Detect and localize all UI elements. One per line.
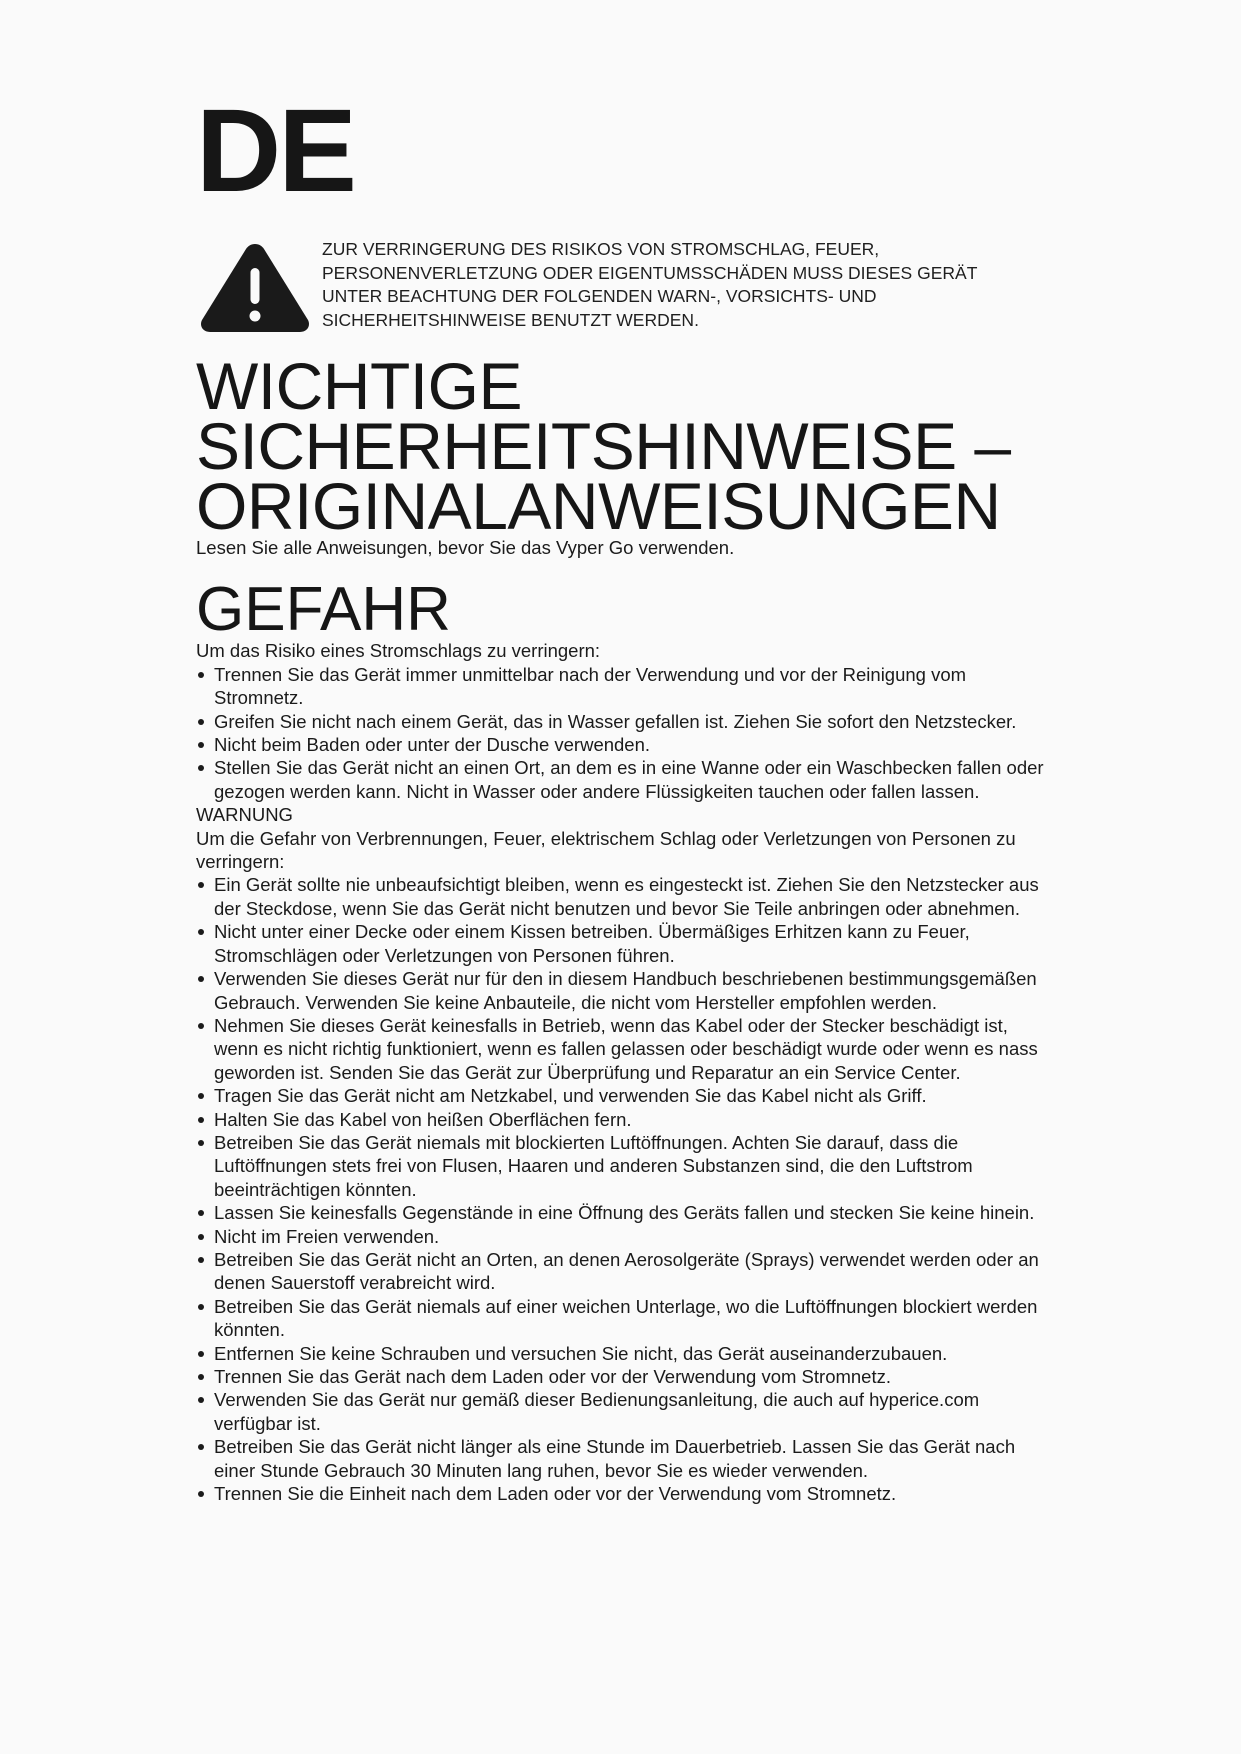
warning-triangle-icon bbox=[196, 238, 314, 334]
list-item: Lassen Sie keinesfalls Gegenstände in eine Öffnung des Geräts fallen und stecken Sie keine hinein. bbox=[196, 1201, 1056, 1224]
page-content bbox=[196, 85, 1056, 1505]
danger-heading: GEFAHR bbox=[196, 575, 451, 645]
list-item: Verwenden Sie das Gerät nur gemäß dieser Bedienungsanleitung, die auch auf hyperice.com verfügbar ist. bbox=[196, 1388, 1056, 1435]
list-item: Betreiben Sie das Gerät niemals auf einer weichen Unterlage, wo die Luftöffnungen blockiert werden könnten. bbox=[196, 1295, 1056, 1342]
main-title bbox=[196, 349, 1056, 543]
main-title-line: SICHERHEITSHINWEISE – bbox=[196, 409, 1011, 483]
list-item: Greifen Sie nicht nach einem Gerät, das in Wasser gefallen ist. Ziehen Sie sofort den Netzstecker. bbox=[196, 710, 1056, 733]
list-item: Trennen Sie das Gerät immer unmittelbar nach der Verwendung und vor der Reinigung vom Stromnetz. bbox=[196, 663, 1056, 710]
danger-list bbox=[196, 663, 1056, 803]
list-item: Entfernen Sie keine Schrauben und versuchen Sie nicht, das Gerät auseinanderzubauen. bbox=[196, 1342, 1056, 1365]
list-item: Ein Gerät sollte nie unbeaufsichtigt bleiben, wenn es eingesteckt ist. Ziehen Sie den Netzstecker aus der Steckdose, wenn Sie das Gerät nicht benutzen und bevor Sie Teile anbringen oder abnehmen. bbox=[196, 873, 1056, 920]
main-title-line: ORIGINALANWEISUNGEN bbox=[196, 469, 1001, 543]
list-item: Nicht unter einer Decke oder einem Kissen betreiben. Übermäßiges Erhitzen kann zu Feuer, Stromschlägen oder Verletzungen von Personen führen. bbox=[196, 920, 1056, 967]
warning-heading: WARNUNG bbox=[196, 804, 293, 826]
list-item: Verwenden Sie dieses Gerät nur für den in diesem Handbuch beschriebenen bestimmungsgemäßen Gebrauch. Verwenden Sie keine Anbauteile, die nicht vom Hersteller empfohlen werden. bbox=[196, 967, 1056, 1014]
warning-lead: Um die Gefahr von Verbrennungen, Feuer, elektrischem Schlag oder Verletzungen von Personen zu verringern: bbox=[196, 827, 1016, 873]
list-item: Stellen Sie das Gerät nicht an einen Ort, an dem es in eine Wanne oder ein Waschbecken fallen oder gezogen werden kann. Nicht in Wasser oder andere Flüssigkeiten tauchen oder fallen lassen. bbox=[196, 756, 1056, 803]
list-item: Betreiben Sie das Gerät nicht länger als eine Stunde im Dauerbetrieb. Lassen Sie das Gerät nach einer Stunde Gebrauch 30 Minuten lang ruhen, bevor Sie es wieder verwenden. bbox=[196, 1435, 1056, 1482]
main-title-line: WICHTIGE bbox=[196, 349, 522, 423]
list-item: Betreiben Sie das Gerät niemals mit blockierten Luftöffnungen. Achten Sie darauf, dass die Luftöffnungen stets frei von Flusen, Haaren und anderen Substanzen sind, die den Luftstrom beeinträchtigen könnten. bbox=[196, 1131, 1056, 1201]
list-item: Betreiben Sie das Gerät nicht an Orten, an denen Aerosolgeräte (Sprays) verwendet werden oder an denen Sauerstoff verabreicht wird. bbox=[196, 1248, 1056, 1295]
hazard-notice-text: ZUR VERRINGERUNG DES RISIKOS VON STROMSCHLAG, FEUER, PERSONENVERLETZUNG ODER EIGENTUMSSCHÄDEN MUSS DIESES GERÄT UNTER BEACHTUNG DER FOLGENDEN WARN-, VORSICHTS- UND SICHERHEITSHINWEISE BENUTZT WERDEN. bbox=[322, 239, 978, 330]
intro-text: Lesen Sie alle Anweisungen, bevor Sie das Vyper Go verwenden. bbox=[196, 537, 735, 558]
list-item: Nicht im Freien verwenden. bbox=[196, 1225, 1056, 1248]
hazard-notice bbox=[196, 238, 1056, 334]
list-item: Tragen Sie das Gerät nicht am Netzkabel, und verwenden Sie das Kabel nicht als Griff. bbox=[196, 1084, 1056, 1107]
list-item: Halten Sie das Kabel von heißen Oberflächen fern. bbox=[196, 1108, 1056, 1131]
danger-lead: Um das Risiko eines Stromschlags zu verringern: bbox=[196, 640, 601, 662]
warning-list bbox=[196, 873, 1056, 1505]
language-code: DE bbox=[196, 85, 354, 217]
list-item: Trennen Sie die Einheit nach dem Laden oder vor der Verwendung vom Stromnetz. bbox=[196, 1482, 1056, 1505]
list-item: Nehmen Sie dieses Gerät keinesfalls in Betrieb, wenn das Kabel oder der Stecker beschädigt ist, wenn es nicht richtig funktioniert, wenn es fallen gelassen oder beschädigt wurde oder wenn es nass geworden ist. Senden Sie das Gerät zur Überprüfung und Reparatur an ein Service Center. bbox=[196, 1014, 1056, 1084]
list-item: Nicht beim Baden oder unter der Dusche verwenden. bbox=[196, 733, 1056, 756]
list-item: Trennen Sie das Gerät nach dem Laden oder vor der Verwendung vom Stromnetz. bbox=[196, 1365, 1056, 1388]
